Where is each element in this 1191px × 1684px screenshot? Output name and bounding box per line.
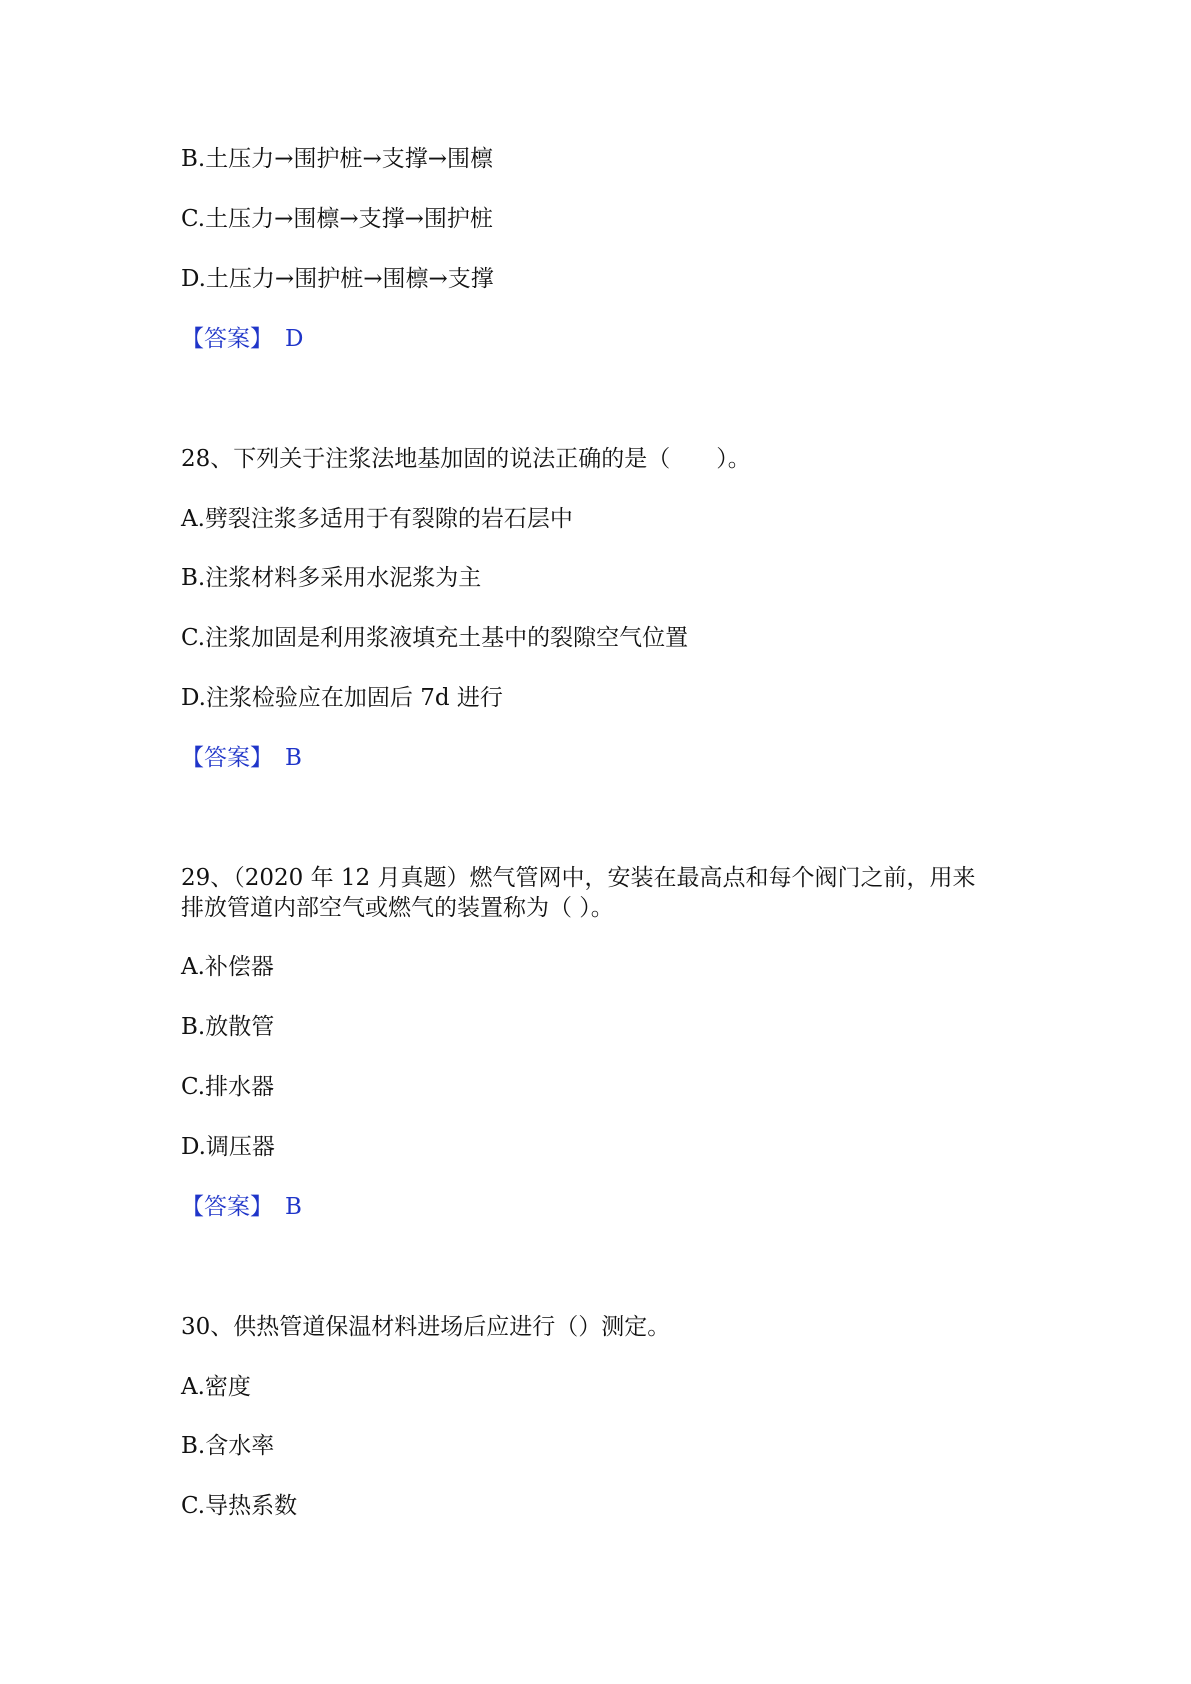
answer-value: B xyxy=(285,1194,302,1220)
q28-stem: 28、下列关于注浆法地基加固的说法正确的是（ ）。 xyxy=(181,446,751,472)
answer-label: 【答案】 xyxy=(181,326,273,352)
q30-option-a: A.密度 xyxy=(181,1374,251,1400)
answer-value: D xyxy=(285,326,304,352)
q28-answer xyxy=(181,744,302,772)
q29-option-d: D.调压器 xyxy=(181,1134,275,1160)
q29-stem-line-1: 29、（2020 年 12 月真题）燃气管网中，安装在最高点和每个阀门之前，用来 xyxy=(181,865,976,891)
q30-option-b: B.含水率 xyxy=(181,1433,275,1459)
q28-option-a: A.劈裂注浆多适用于有裂隙的岩石层中 xyxy=(181,506,573,532)
q27-option-b: B.土压力→围护桩→支撑→围檩 xyxy=(181,146,494,172)
q30-stem: 30、供热管道保温材料进场后应进行（）测定。 xyxy=(181,1314,671,1340)
q27-answer xyxy=(181,325,303,353)
q28-option-c: C.注浆加固是利用浆液填充土基中的裂隙空气位置 xyxy=(181,625,689,651)
q30-option-c: C.导热系数 xyxy=(181,1493,298,1519)
q27-option-c: C.土压力→围檩→支撑→围护桩 xyxy=(181,206,493,232)
q29-stem-line-2: 排放管道内部空气或燃气的装置称为（ ）。 xyxy=(181,895,614,921)
q29-answer xyxy=(181,1193,302,1221)
q29-option-c: C.排水器 xyxy=(181,1074,275,1100)
answer-label: 【答案】 xyxy=(181,745,273,771)
q29-option-b: B.放散管 xyxy=(181,1014,275,1040)
q29-option-a: A.补偿器 xyxy=(181,954,274,980)
answer-value: B xyxy=(285,745,302,771)
q28-option-b: B.注浆材料多采用水泥浆为主 xyxy=(181,565,482,591)
q27-option-d: D.土压力→围护桩→围檩→支撑 xyxy=(181,266,494,292)
answer-label: 【答案】 xyxy=(181,1194,273,1220)
q28-option-d: D.注浆检验应在加固后 7d 进行 xyxy=(181,685,503,711)
